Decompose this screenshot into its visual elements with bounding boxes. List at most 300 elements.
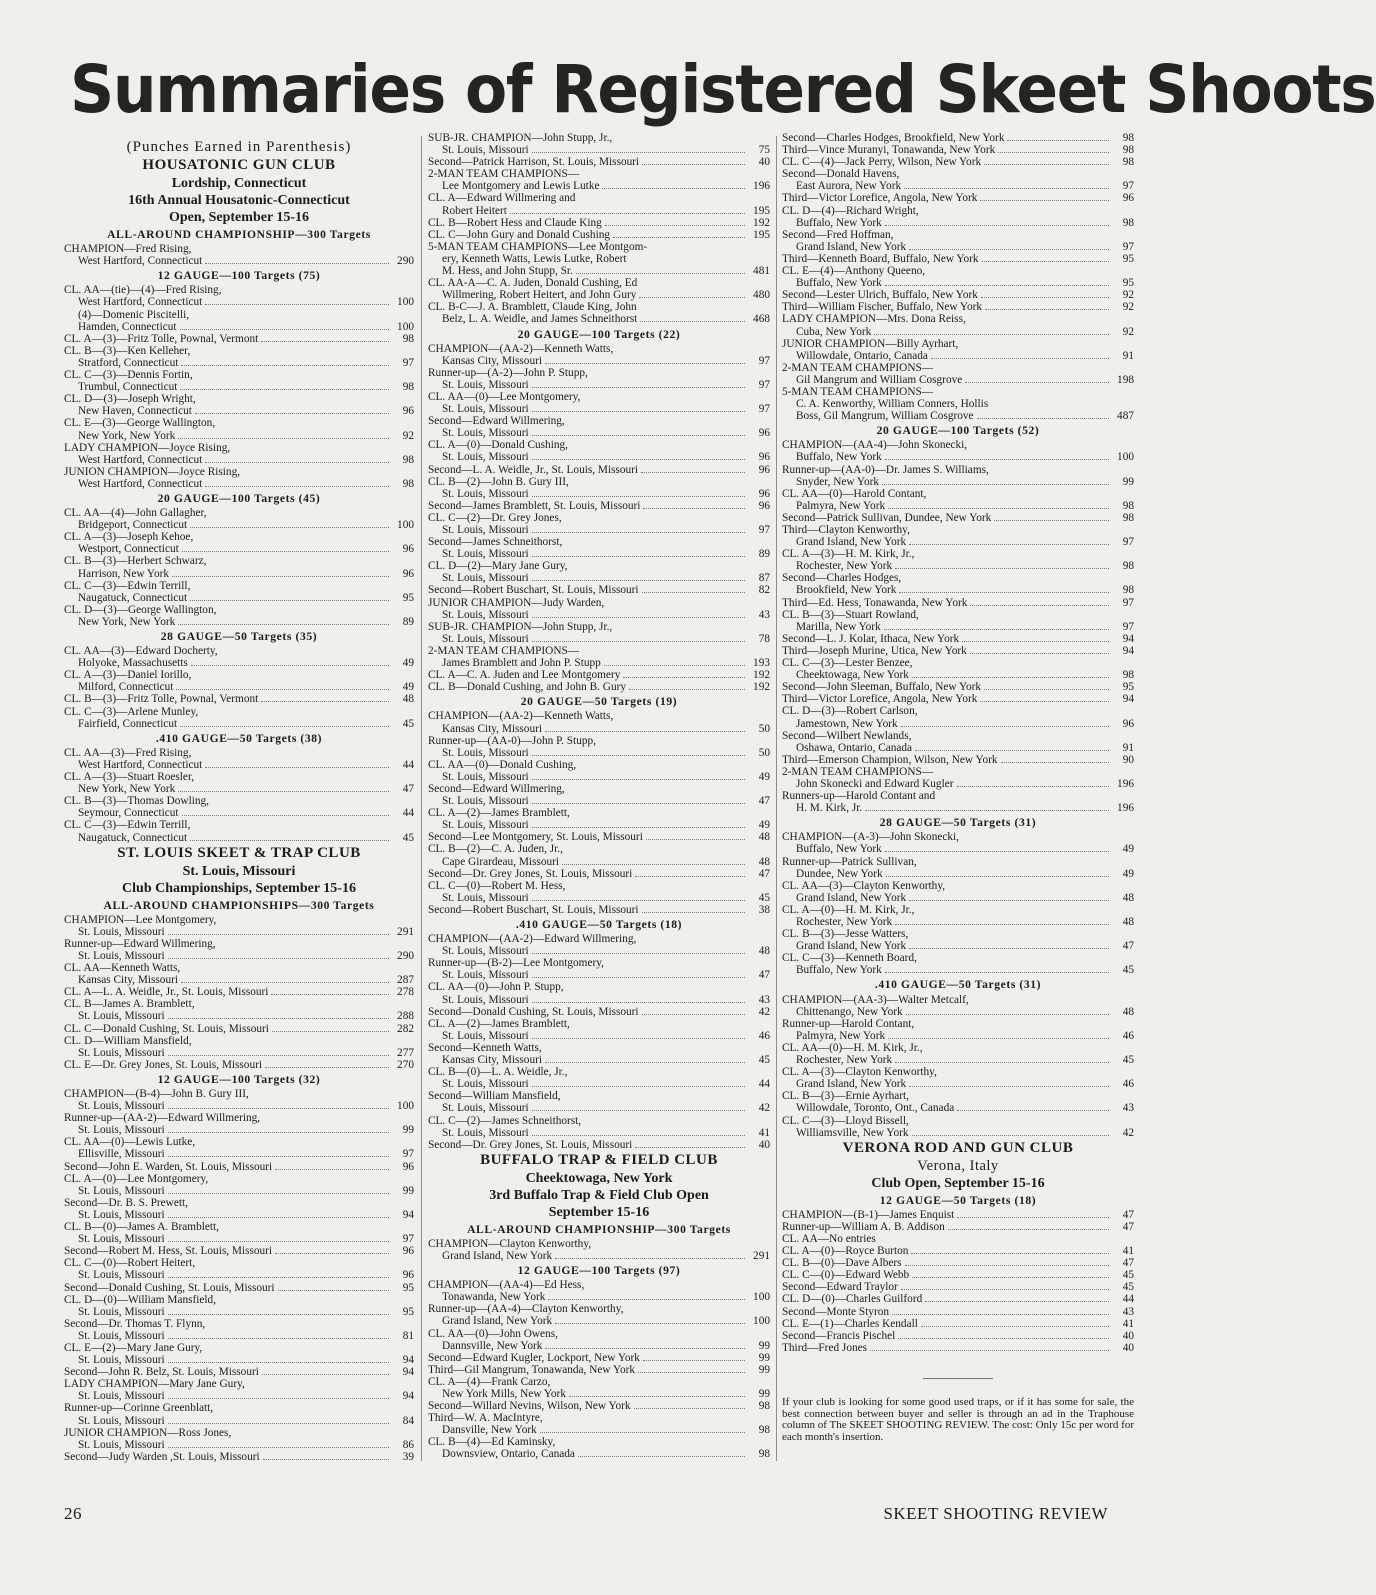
dot-leader (168, 1362, 389, 1363)
dot-leader (640, 321, 745, 322)
dot-leader (912, 1277, 1109, 1278)
dot-leader (532, 1110, 745, 1111)
result-row (428, 1078, 770, 1090)
dot-leader (909, 948, 1109, 949)
result-text: St. Louis, Missouri (442, 1126, 529, 1139)
score-value: 97 (402, 356, 414, 369)
result-line: CL. D—(3)—Robert Carlson, (782, 705, 918, 718)
dot-leader (180, 726, 389, 727)
result-text: Second—L. J. Kolar, Ithaca, New York (782, 632, 960, 645)
dot-leader (613, 237, 745, 238)
score-value: 96 (758, 487, 770, 500)
score-value: 99 (758, 1388, 770, 1400)
column-3 (782, 132, 1134, 1462)
dot-leader (980, 701, 1109, 702)
dot-leader (915, 750, 1109, 751)
dot-leader (977, 418, 1109, 419)
result-row (64, 357, 414, 369)
result-text: Brookfield, New York (796, 584, 897, 597)
dot-leader (178, 624, 389, 625)
result-text: Gil Mangrum and William Cosgrove (796, 373, 963, 386)
score-value: 98 (1122, 132, 1134, 144)
event-subtitle: St. Louis, Missouri (182, 863, 296, 879)
dot-leader (532, 411, 745, 412)
score-value: 97 (402, 1233, 414, 1246)
dot-leader (901, 726, 1109, 727)
result-text: St. Louis, Missouri (442, 770, 529, 783)
result-line: CL. AA—(3)—Clayton Kenworthy, (782, 879, 946, 892)
result-text: St. Louis, Missouri (78, 1269, 165, 1282)
score-value: 98 (758, 1448, 770, 1461)
score-value: 49 (402, 681, 414, 694)
dot-leader (275, 1253, 389, 1254)
result-text: St. Louis, Missouri (442, 819, 529, 832)
result-row (428, 572, 770, 584)
result-row (782, 410, 1134, 422)
result-row (64, 1282, 414, 1294)
result-line: Second—Dr. Thomas T. Flynn, (64, 1317, 206, 1330)
result-text: St. Louis, Missouri (78, 1100, 165, 1113)
dot-leader (182, 551, 389, 552)
result-line: Second—James Schneithorst, (428, 536, 563, 549)
result-text: Second—Edward Traylor (782, 1281, 898, 1294)
score-value: 91 (1122, 741, 1134, 754)
dot-leader (909, 544, 1109, 545)
score-value: 95 (1122, 277, 1134, 290)
result-row (64, 974, 414, 986)
score-value: 94 (1122, 644, 1134, 657)
result-text: CL. B—(0)—Dave Albers (782, 1257, 902, 1270)
result-line: CL. A—(0)—H. M. Kirk, Jr., (782, 903, 915, 916)
result-text: Willowdale, Toronto, Ont., Canada (796, 1102, 955, 1115)
result-row (64, 926, 414, 938)
score-value: 278 (397, 986, 414, 999)
event-subtitle: September 15-16 (548, 1204, 650, 1220)
score-value: 98 (1122, 156, 1134, 169)
score-value: 196 (1117, 802, 1134, 815)
result-text: Grand Island, New York (796, 240, 907, 253)
result-row (428, 205, 770, 217)
result-row (428, 1291, 770, 1303)
result-row (428, 488, 770, 500)
result-line: CHAMPION—(AA-4)—Ed Hess, (428, 1279, 585, 1292)
result-line: CL. AA—(4)—John Gallagher, (64, 507, 207, 520)
result-text: CL. C—John Gury and Donald Cushing (428, 228, 611, 241)
result-row (782, 597, 1134, 609)
dot-leader (643, 508, 745, 509)
result-text: Second—Donald Cushing, St. Louis, Missouri (428, 1005, 639, 1018)
result-text: Kansas City, Missouri (442, 722, 543, 735)
result-row (782, 277, 1134, 289)
result-text: West Hartford, Connecticut (78, 255, 203, 268)
score-value: 48 (1122, 1005, 1134, 1018)
column-divider (776, 136, 777, 1461)
score-value: 100 (1117, 451, 1134, 464)
score-value: 42 (758, 1005, 770, 1018)
score-value: 100 (397, 519, 414, 532)
score-value: 92 (402, 429, 414, 442)
dot-leader (178, 791, 389, 792)
result-row (428, 1054, 770, 1066)
result-text: Dansville, New York (442, 1424, 537, 1437)
result-text: St. Louis, Missouri (78, 1184, 165, 1197)
result-text: Tonawanda, New York (442, 1291, 546, 1304)
score-value: 50 (758, 746, 770, 759)
score-value: 96 (1122, 717, 1134, 730)
score-value: 47 (1122, 940, 1134, 953)
result-text: Third—Emerson Champion, Wilson, New York (782, 753, 998, 766)
result-row (782, 144, 1134, 156)
result-text: Lee Montgomery and Lewis Lutke (442, 180, 600, 193)
dot-leader (982, 261, 1109, 262)
score-value: 48 (758, 831, 770, 844)
result-line: CL. C—(3)—Edwin Terrill, (64, 579, 191, 592)
dot-leader (205, 304, 389, 305)
dot-leader (602, 188, 745, 189)
event-subtitle: Cheektowaga, New York (525, 1170, 673, 1186)
result-line: CL. AA—(0)—H. M. Kirk, Jr., (782, 1041, 923, 1054)
result-line: CHAMPION—Lee Montgomery, (64, 913, 217, 926)
result-text: Second—John E. Warden, St. Louis, Missouri (64, 1160, 273, 1173)
result-text: Robert Heitert (442, 204, 507, 217)
event-header: .410 GAUGE—50 Targets (38) (155, 731, 323, 745)
result-row (64, 1439, 414, 1451)
event-subtitle: Open, September 15-16 (168, 210, 310, 225)
result-text: M. Hess, and John Stupp, Sr. (442, 265, 573, 278)
dot-leader (168, 1314, 389, 1315)
score-value: 95 (402, 1305, 414, 1318)
result-text: Boss, Gil Mangrum, William Cosgrove (796, 410, 974, 423)
result-row (64, 986, 414, 998)
result-text: St. Louis, Missouri (78, 925, 165, 938)
dot-leader (272, 1031, 389, 1032)
column-1 (64, 132, 414, 1462)
result-line: LADY CHAMPION—Joyce Rising, (64, 441, 231, 454)
result-text: CL. B—Robert Hess and Claude King (428, 216, 602, 229)
score-value: 45 (758, 1054, 770, 1067)
dot-leader (957, 786, 1110, 787)
dot-leader (642, 592, 745, 593)
dot-leader (970, 653, 1109, 654)
dot-leader (168, 1277, 389, 1278)
dot-leader (180, 329, 389, 330)
result-text: St. Louis, Missouri (78, 1010, 165, 1023)
result-line: Runner-up—Corinne Greenblatt, (64, 1402, 214, 1415)
result-row (782, 1306, 1134, 1318)
result-text: CL. A—(0)—Royce Burton (782, 1245, 909, 1258)
result-line: CL. D—(3)—George Wallington, (64, 603, 217, 616)
score-value: 196 (1117, 777, 1134, 790)
dot-leader (261, 341, 389, 342)
dot-leader (629, 689, 745, 690)
dot-leader (885, 285, 1109, 286)
result-text: Second—Robert Buschart, St. Louis, Missouri (428, 903, 639, 916)
result-text: West Hartford, Connecticut (78, 296, 203, 309)
score-value: 98 (758, 1400, 770, 1413)
result-line: Runner-up—(A-2)—John P. Stupp, (428, 366, 588, 379)
dot-leader (634, 1408, 745, 1409)
result-line: CL. A—(3)—Joseph Kehoe, (64, 531, 194, 544)
dot-leader (532, 900, 745, 901)
result-text: East Aurora, New York (796, 180, 902, 193)
result-row (64, 519, 414, 531)
dot-leader (532, 803, 745, 804)
result-line: Second—Donald Havens, (782, 168, 900, 181)
result-row (64, 1366, 414, 1378)
score-value: 481 (753, 265, 770, 278)
dot-leader (1007, 140, 1109, 141)
result-row (782, 1257, 1134, 1269)
result-line: CL. D—William Mansfield, (64, 1034, 192, 1047)
result-row (64, 1330, 414, 1342)
dot-leader (168, 1423, 389, 1424)
score-value: 198 (1117, 373, 1134, 386)
score-value: 40 (1122, 1341, 1134, 1354)
result-text: St. Louis, Missouri (442, 451, 529, 464)
result-text: Grand Island, New York (796, 940, 907, 953)
result-line: CL. AA-A—C. A. Juden, Donald Cushing, Ed (428, 277, 638, 290)
result-text: CL. B—(3)—Fritz Tolle, Pownal, Vermont (64, 693, 259, 706)
result-text: St. Louis, Missouri (78, 1208, 165, 1221)
dot-leader (884, 629, 1109, 630)
dot-leader (899, 592, 1109, 593)
score-value: 480 (753, 289, 770, 302)
result-line: CL. B—(3)—Herbert Schwarz, (64, 555, 207, 568)
score-value: 95 (1122, 681, 1134, 694)
result-text: Kansas City, Missouri (78, 974, 179, 987)
score-value: 40 (1122, 1329, 1134, 1342)
result-row (64, 478, 414, 490)
result-line: CL. B—(2)—C. A. Juden, Jr., (428, 843, 563, 856)
result-row (428, 289, 770, 301)
dot-leader (532, 1002, 745, 1003)
result-row (782, 536, 1134, 548)
result-text: Second—Edward Kugler, Lockport, New York (428, 1351, 640, 1364)
result-text: Belz, L. A. Weidle, and James Schneithorst (442, 313, 638, 326)
result-text: St. Louis, Missouri (442, 427, 529, 440)
result-row (428, 427, 770, 439)
dot-leader (569, 1396, 745, 1397)
dot-leader (532, 532, 745, 533)
result-line: Second—Kenneth Watts, (428, 1041, 542, 1054)
dot-leader (532, 1038, 745, 1039)
score-value: 47 (402, 783, 414, 796)
result-line: 5-MAN TEAM CHAMPIONS— (782, 385, 934, 398)
result-text: Third—William Fischer, Buffalo, New York (782, 301, 983, 314)
result-text: St. Louis, Missouri (442, 487, 529, 500)
score-value: 90 (1122, 753, 1134, 766)
event-header: 12 GAUGE—100 Targets (97) (517, 1264, 681, 1278)
result-text: Second—Dr. Grey Jones, St. Louis, Missouri (428, 1138, 633, 1151)
score-value: 99 (1122, 475, 1134, 488)
dot-leader (545, 1348, 745, 1349)
dot-leader (895, 1062, 1109, 1063)
result-text: CL. A—(3)—Fritz Tolle, Pownal, Vermont (64, 332, 259, 345)
score-value: 48 (758, 945, 770, 958)
dot-leader (912, 1135, 1109, 1136)
event-subtitle: Club Championships, September 15-16 (122, 880, 356, 896)
page-headline: Summaries of Registered Skeet Shoots (70, 51, 1376, 128)
result-text: St. Louis, Missouri (442, 1102, 529, 1115)
result-line: CL. C—(0)—Robert Heitert, (64, 1257, 196, 1270)
score-value: 48 (1122, 916, 1134, 928)
score-value: 44 (1122, 1293, 1134, 1306)
result-text: Dannsville, New York (442, 1339, 543, 1352)
dot-leader (532, 435, 745, 436)
result-line: LADY CHAMPION—Mary Jane Gury, (64, 1378, 245, 1391)
score-value: 97 (1122, 536, 1134, 549)
score-value: 98 (402, 381, 414, 394)
dot-leader (885, 225, 1109, 226)
result-row (64, 255, 414, 267)
result-line: JUNIOR CHAMPION—Billy Ayrhart, (782, 337, 959, 350)
result-line: CL. C—(3)—Arlene Munley, (64, 705, 199, 718)
result-text: New York, New York (78, 429, 176, 442)
result-text: Milford, Connecticut (78, 681, 174, 694)
dot-leader (168, 1055, 389, 1056)
score-value: 96 (402, 543, 414, 556)
club-note: (Punches Earned in Parenthesis) (126, 139, 352, 155)
result-row (782, 633, 1134, 645)
dot-leader (190, 840, 389, 841)
result-text: St. Louis, Missouri (78, 1438, 165, 1451)
result-row (782, 289, 1134, 301)
result-text: Second—Robert M. Hess, St. Louis, Missouri (64, 1245, 273, 1258)
dot-leader (168, 958, 389, 959)
result-row (428, 819, 770, 831)
dot-leader (555, 1258, 745, 1259)
dot-leader (263, 1459, 389, 1460)
dot-leader (545, 731, 745, 732)
score-value: 47 (1122, 1208, 1134, 1221)
result-row (428, 1352, 770, 1364)
score-value: 86 (402, 1438, 414, 1451)
result-row (782, 476, 1134, 488)
result-line: Runner-up—Patrick Sullivan, (782, 855, 917, 868)
score-value: 39 (402, 1450, 414, 1463)
result-line: CHAMPION—Fred Rising, (64, 243, 192, 256)
dot-leader (895, 568, 1109, 569)
dot-leader (604, 665, 745, 666)
result-line: CL. C—(3)—Lloyd Bissell, (782, 1114, 909, 1127)
result-row (428, 795, 770, 807)
result-row (64, 1148, 414, 1160)
dot-leader (532, 387, 745, 388)
result-row (428, 500, 770, 512)
score-value: 84 (402, 1414, 414, 1427)
score-value: 277 (397, 1046, 414, 1059)
score-value: 98 (1122, 511, 1134, 524)
score-value: 45 (1122, 1281, 1134, 1294)
club-name: BUFFALO TRAP & FIELD CLUB (480, 1151, 718, 1168)
result-row (782, 350, 1134, 362)
result-line: CL. B—(3)—Ernie Ayrhart, (782, 1090, 909, 1103)
dot-leader (172, 576, 389, 577)
score-value: 96 (402, 405, 414, 418)
dot-leader (262, 1374, 389, 1375)
result-text: Fairfield, Connecticut (78, 717, 178, 730)
dot-leader (190, 600, 389, 601)
score-value: 50 (758, 722, 770, 735)
result-row (428, 379, 770, 391)
club-name: ST. LOUIS SKEET & TRAP CLUB (117, 844, 361, 861)
result-text: Runner-up—William A. B. Addison (782, 1220, 945, 1233)
dot-leader (532, 755, 745, 756)
result-line: CL. A—(3)—Stuart Roesler, (64, 771, 195, 784)
result-row (428, 217, 770, 229)
result-row (64, 1059, 414, 1071)
score-value: 48 (402, 693, 414, 706)
result-text: St. Louis, Missouri (78, 949, 165, 962)
result-text: Marilla, New York (796, 620, 881, 633)
result-text: St. Louis, Missouri (78, 1233, 165, 1246)
result-row (782, 1318, 1134, 1330)
club-location: Verona, Italy (917, 1157, 999, 1174)
result-line: CL. AA—(0)—Donald Cushing, (428, 758, 577, 771)
dot-leader (984, 689, 1109, 690)
score-value: 192 (753, 669, 770, 682)
result-line: CHAMPION—(A-3)—John Skonecki, (782, 831, 959, 844)
result-line: Second—Charles Hodges, (782, 572, 902, 585)
event-subtitle: Lordship, Connecticut (171, 176, 307, 191)
result-text: Second—Lee Montgomery, St. Louis, Missouri (428, 831, 643, 844)
score-value: 195 (753, 228, 770, 241)
score-value: 89 (402, 615, 414, 628)
score-value: 45 (758, 891, 770, 904)
dot-leader (957, 1217, 1109, 1218)
dot-leader (265, 1067, 389, 1068)
dot-leader (532, 556, 745, 557)
dot-leader (985, 309, 1109, 310)
result-line: CHAMPION—Clayton Kenworthy, (428, 1237, 592, 1250)
dot-leader (970, 605, 1109, 606)
dot-leader (911, 1253, 1109, 1254)
score-value: 48 (1122, 891, 1134, 904)
result-row (782, 584, 1134, 596)
result-text: CL. B—Donald Cushing, and John B. Gury (428, 681, 627, 694)
dot-leader (925, 1301, 1109, 1302)
score-value: 97 (1122, 240, 1134, 253)
dot-leader (921, 1326, 1109, 1327)
result-row (64, 693, 414, 705)
result-row (428, 1127, 770, 1139)
result-row (428, 548, 770, 560)
result-line: JUNION CHAMPION—Joyce Rising, (64, 465, 241, 478)
result-row (782, 645, 1134, 657)
result-row (428, 969, 770, 981)
result-row (64, 321, 414, 333)
score-value: 49 (1122, 843, 1134, 856)
result-text: Holyoke, Massachusetts (78, 657, 188, 670)
result-row (428, 1006, 770, 1018)
dot-leader (642, 1014, 745, 1015)
score-value: 43 (758, 608, 770, 621)
dot-leader (532, 496, 745, 497)
result-text: Buffalo, New York (796, 843, 882, 856)
result-row (428, 1448, 770, 1460)
dot-leader (181, 982, 389, 983)
result-row (428, 1250, 770, 1262)
event-header: 28 GAUGE—50 Targets (35) (160, 630, 318, 643)
result-row (428, 1424, 770, 1436)
result-row (782, 742, 1134, 754)
result-row (782, 1127, 1134, 1139)
dot-leader (548, 1299, 745, 1300)
result-line: LADY CHAMPION—Mrs. Dona Reiss, (782, 313, 966, 326)
result-text: Palmyra, New York (796, 1029, 886, 1042)
result-text: Second—Charles Hodges, Brookfield, New York (782, 132, 1005, 144)
result-row (64, 759, 414, 771)
